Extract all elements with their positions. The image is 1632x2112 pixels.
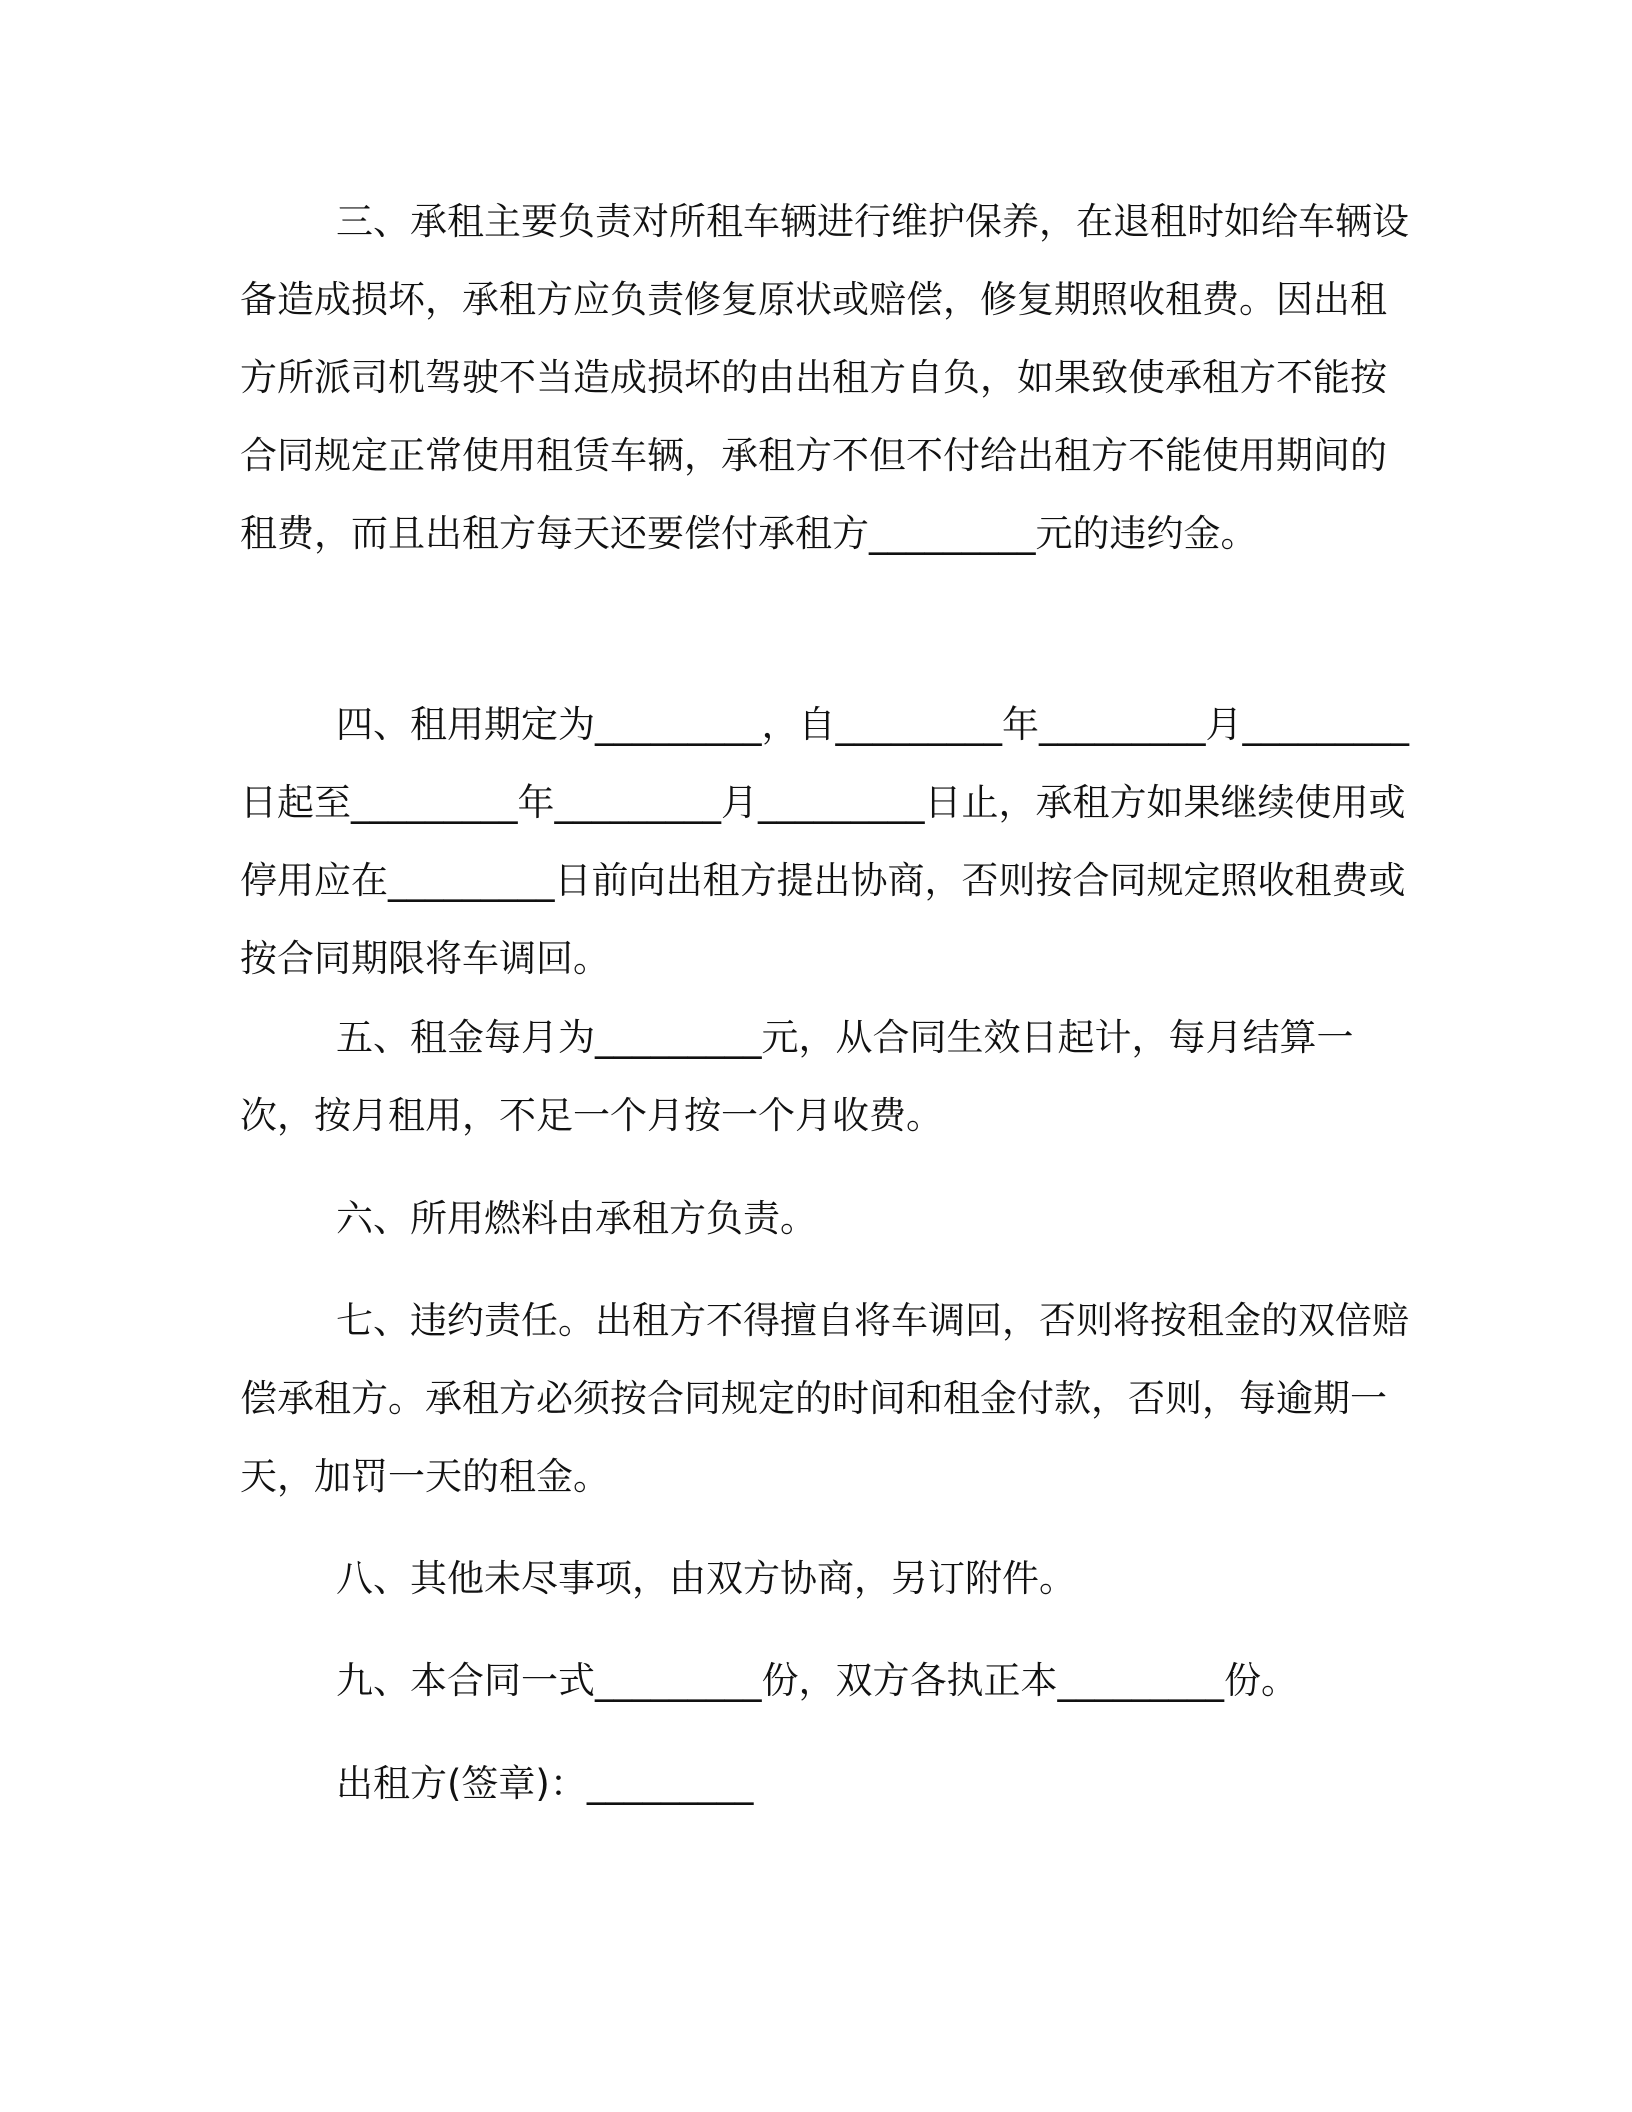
lessor-signature-line: 出租方(签章)：_________ xyxy=(336,1762,754,1805)
clause-7-paragraph: 七、违约责任。出租方不得擅自将车调回，否则将按租金的双倍赔偿承租方。承租方必须按合同规定的时间和租金付款，否则，每逾期一天，加罚一天的租金。 xyxy=(240,1299,1409,1498)
clause-6-paragraph: 六、所用燃料由承租方负责。 xyxy=(336,1197,817,1240)
clause-9-paragraph: 九、本合同一式_________份，双方各执正本_________份。 xyxy=(336,1659,1298,1702)
clause-8-paragraph: 八、其他未尽事项，由双方协商，另订附件。 xyxy=(336,1557,1076,1600)
clause-4-paragraph: 四、租用期定为_________，自_________年_________月_________日起至_________年_________月_________日止，承租方如果继续使用或停用应在_________日前向出租方提出协商，否则按合同规定照收租费或按合同期限将车调回。 xyxy=(240,703,1409,980)
clause-3-paragraph: 三、承租主要负责对所租车辆进行维护保养，在退租时如给车辆设备造成损坏，承租方应负责修复原状或赔偿，修复期照收租费。因出租方所派司机驾驶不当造成损坏的由出租方自负，如果致使承租方不能按合同规定正常使用租赁车辆，承租方不但不付给出租方不能使用期间的租费，而且出租方每天还要偿付承租方_________元的违约金。 xyxy=(240,200,1409,555)
clause-5-paragraph: 五、租金每月为_________元，从合同生效日起计，每月结算一次，按月租用，不足一个月按一个月收费。 xyxy=(240,1016,1354,1137)
